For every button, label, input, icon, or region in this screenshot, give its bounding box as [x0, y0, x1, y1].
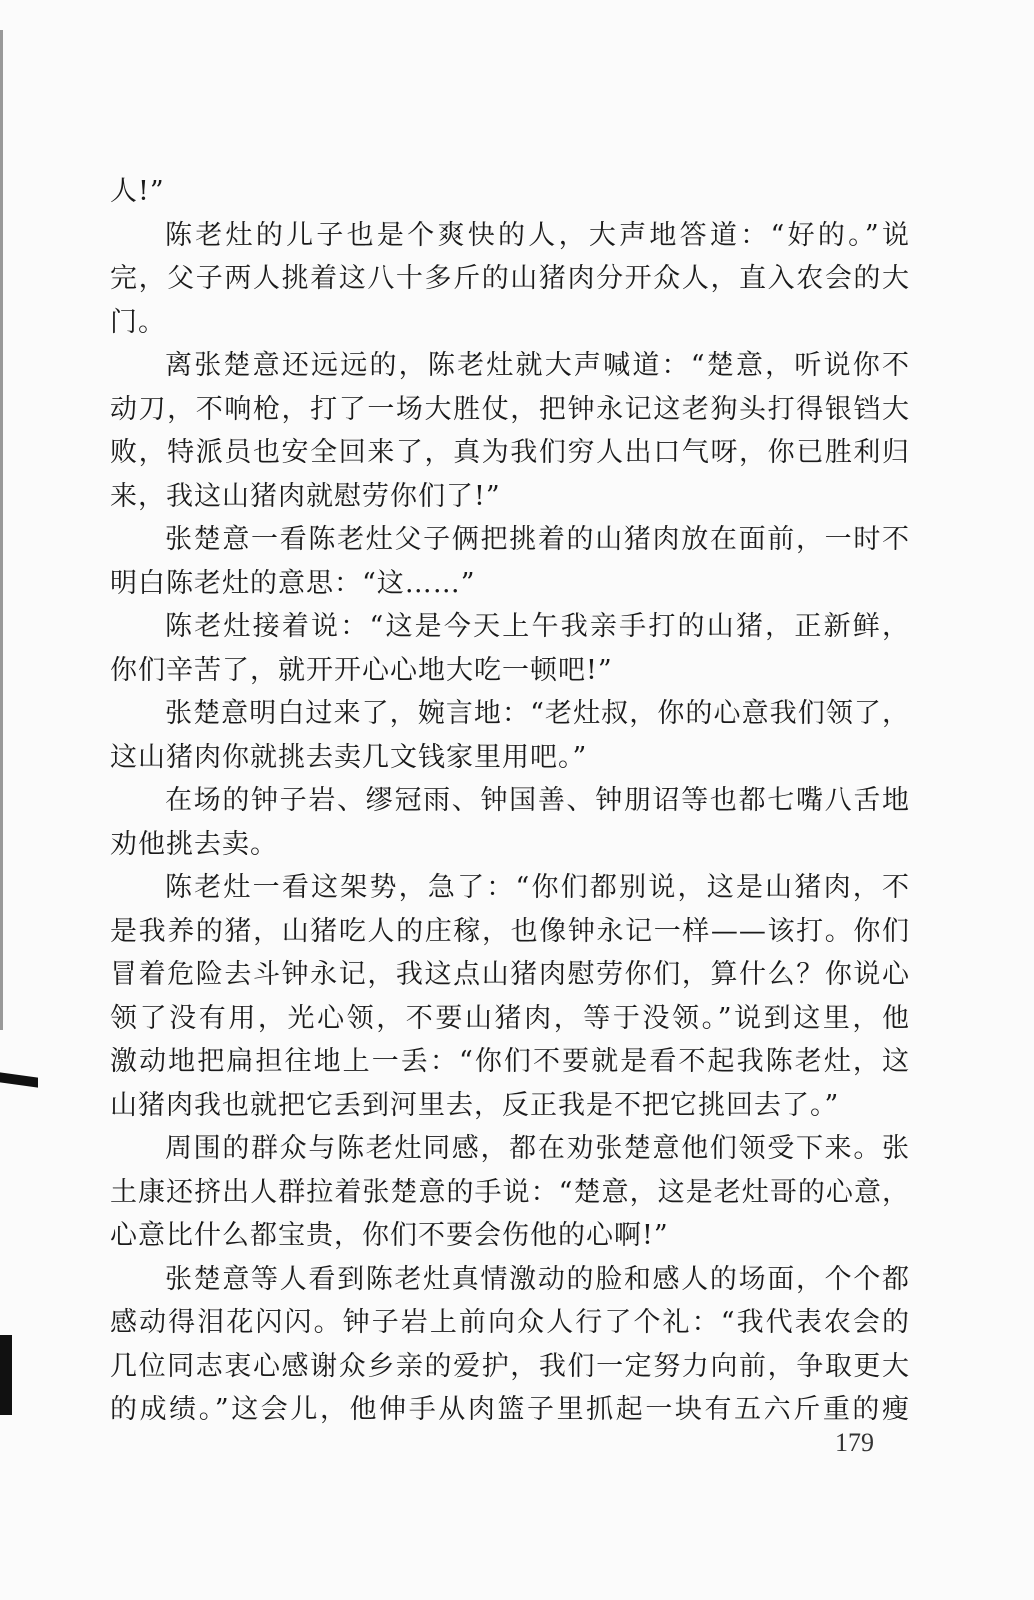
text-line: 是我养的猪，山猪吃人的庄稼，也像钟永记一样——该打。你们	[110, 915, 910, 947]
scan-edge-mark	[0, 1072, 38, 1087]
text-line: 领了没有用，光心领，不要山猪肉，等于没领。”说到这里，他	[110, 1002, 910, 1034]
text-line: 山猪肉我也就把它丢到河里去，反正我是不把它挑回去了。”	[110, 1089, 840, 1121]
text-line: 张楚意等人看到陈老灶真情激动的脸和感人的场面，个个都	[165, 1263, 910, 1295]
text-line: 张楚意明白过来了，婉言地：“老灶叔，你的心意我们领了，	[165, 698, 910, 729]
text-line: 来，我这山猪肉就慰劳你们了!”	[110, 480, 501, 512]
text-line: 土康还挤出人群拉着张楚意的手说：“楚意，这是老灶哥的心意，	[110, 1176, 910, 1208]
scan-edge-mark	[0, 30, 3, 1030]
text-line: 动刀，不响枪，打了一场大胜仗，把钟永记这老狗头打得银铛大	[110, 393, 910, 425]
text-line: 的成绩。”这会儿，他伸手从肉篮子里抓起一块有五六斤重的瘦	[110, 1394, 910, 1425]
body-text	[110, 170, 910, 1432]
text-line: 周围的群众与陈老灶同感，都在劝张楚意他们领受下来。张	[165, 1133, 910, 1164]
text-line: 陈老灶接着说：“这是今天上午我亲手打的山猪，正新鲜，	[165, 611, 910, 642]
text-line: 人!”	[110, 176, 165, 207]
text-line: 几位同志衷心感谢众乡亲的爱护，我们一定努力向前，争取更大	[110, 1350, 910, 1382]
text-line: 你们辛苦了，就开开心心地大吃一顿吧!”	[110, 654, 613, 686]
text-line: 劝他挑去卖。	[110, 828, 278, 860]
text-line: 心意比什么都宝贵，你们不要会伤他的心啊!”	[110, 1220, 669, 1251]
text-line: 完，父子两人挑着这八十多斤的山猪肉分开众人，直入农会的大	[110, 263, 910, 294]
text-line: 明白陈老灶的意思：“这……”	[110, 567, 476, 599]
scan-edge-mark	[0, 1335, 12, 1415]
text-line: 感动得泪花闪闪。钟子岩上前向众人行了个礼：“我代表农会的	[110, 1307, 910, 1338]
text-line: 张楚意一看陈老灶父子俩把挑着的山猪肉放在面前，一时不	[165, 524, 910, 555]
text-line: 陈老灶一看这架势，急了：“你们都别说，这是山猪肉，不	[165, 872, 910, 903]
page-number: 179	[835, 1428, 874, 1457]
text-line: 激动地把扁担往地上一丢：“你们不要就是看不起我陈老灶，这	[110, 1046, 910, 1077]
text-line: 败，特派员也安全回来了，真为我们穷人出口气呀，你已胜利归	[110, 437, 910, 468]
text-line: 冒着危险去斗钟永记，我这点山猪肉慰劳你们，算什么？你说心	[110, 959, 910, 990]
text-line: 离张楚意还远远的，陈老灶就大声喊道：“楚意，听说你不	[165, 350, 910, 381]
text-line: 门。	[110, 306, 166, 338]
text-line: 在场的钟子岩、缪冠雨、钟国善、钟朋诏等也都七嘴八舌地	[165, 785, 910, 816]
text-line: 这山猪肉你就挑去卖几文钱家里用吧。”	[110, 741, 588, 773]
text-line: 陈老灶的儿子也是个爽快的人，大声地答道：“好的。”说	[165, 219, 910, 251]
